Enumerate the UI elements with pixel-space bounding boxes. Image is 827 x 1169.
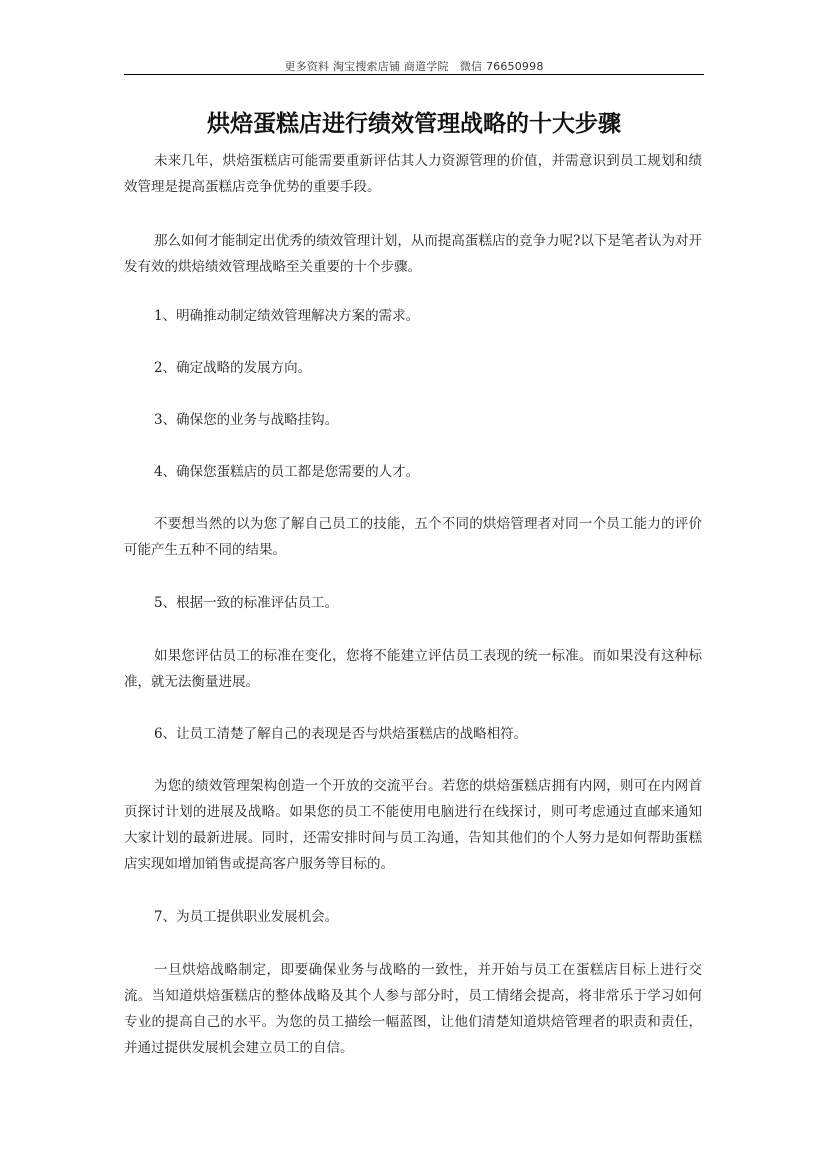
list-item-step-3: 3、确保您的业务与战略挂钩。 — [154, 412, 339, 428]
list-item-step-6: 6、让员工清楚了解自己的表现是否与烘焙蛋糕店的战略相符。 — [154, 726, 528, 742]
list-item-step-4: 4、确保您蛋糕店的员工都是您需要的人才。 — [154, 464, 420, 480]
list-item-step-2: 2、确定战略的发展方向。 — [154, 360, 312, 376]
paragraph-step-6-detail: 为您的绩效管理架构创造一个开放的交流平台。若您的烘焙蛋糕店拥有内网，则可在内网首页探讨计划的进展及战略。如果您的员工不能使用电脑进行在线探讨，则可考虑通过直邮来通知大家计划的最新进展。同时，还需安排时间与员工沟通，告知其他们的个人努力是如何帮助蛋糕店实现如增加销售或提高客户服务等目标的。 — [124, 778, 702, 872]
header-divider — [124, 74, 704, 75]
document-title: 烘焙蛋糕店进行绩效管理战略的十大步骤 — [207, 110, 621, 137]
paragraph-step-7-detail: 一旦烘焙战略制定，即要确保业务与战略的一致性，并开始与员工在蛋糕店目标上进行交流。当知道烘焙蛋糕店的整体战略及其个人参与部分时，员工情绪会提高，将非常乐于学习如何专业的提高自己的水平。为您的员工描绘一幅蓝图，让他们清楚知道烘焙管理者的职责和责任，并通过提供发展机会建立员工的自信。 — [124, 962, 702, 1056]
paragraph-step-5-detail: 如果您评估员工的标准在变化，您将不能建立评估员工表现的统一标准。而如果没有这种标准，就无法衡量进展。 — [124, 648, 702, 690]
list-item-step-5: 5、根据一致的标准评估员工。 — [154, 595, 339, 611]
list-item-step-1: 1、明确推动制定绩效管理解决方案的需求。 — [154, 308, 420, 324]
paragraph-intro-2: 那么如何才能制定出优秀的绩效管理计划，从而提高蛋糕店的竞争力呢?以下是笔者认为对开发有效的烘焙绩效管理战略至关重要的十个步骤。 — [124, 233, 702, 275]
paragraph-step-4-detail: 不要想当然的以为您了解自己员工的技能，五个不同的烘焙管理者对同一个员工能力的评价可能产生五种不同的结果。 — [124, 516, 702, 558]
paragraph-intro-1: 未来几年，烘焙蛋糕店可能需要重新评估其人力资源管理的价值，并需意识到员工规划和绩效管理是提高蛋糕店竞争优势的重要手段。 — [124, 153, 702, 195]
list-item-step-7: 7、为员工提供职业发展机会。 — [154, 909, 339, 925]
page-header: 更多资料 淘宝搜索店铺 商道学院 微信 76650998 — [284, 60, 544, 73]
